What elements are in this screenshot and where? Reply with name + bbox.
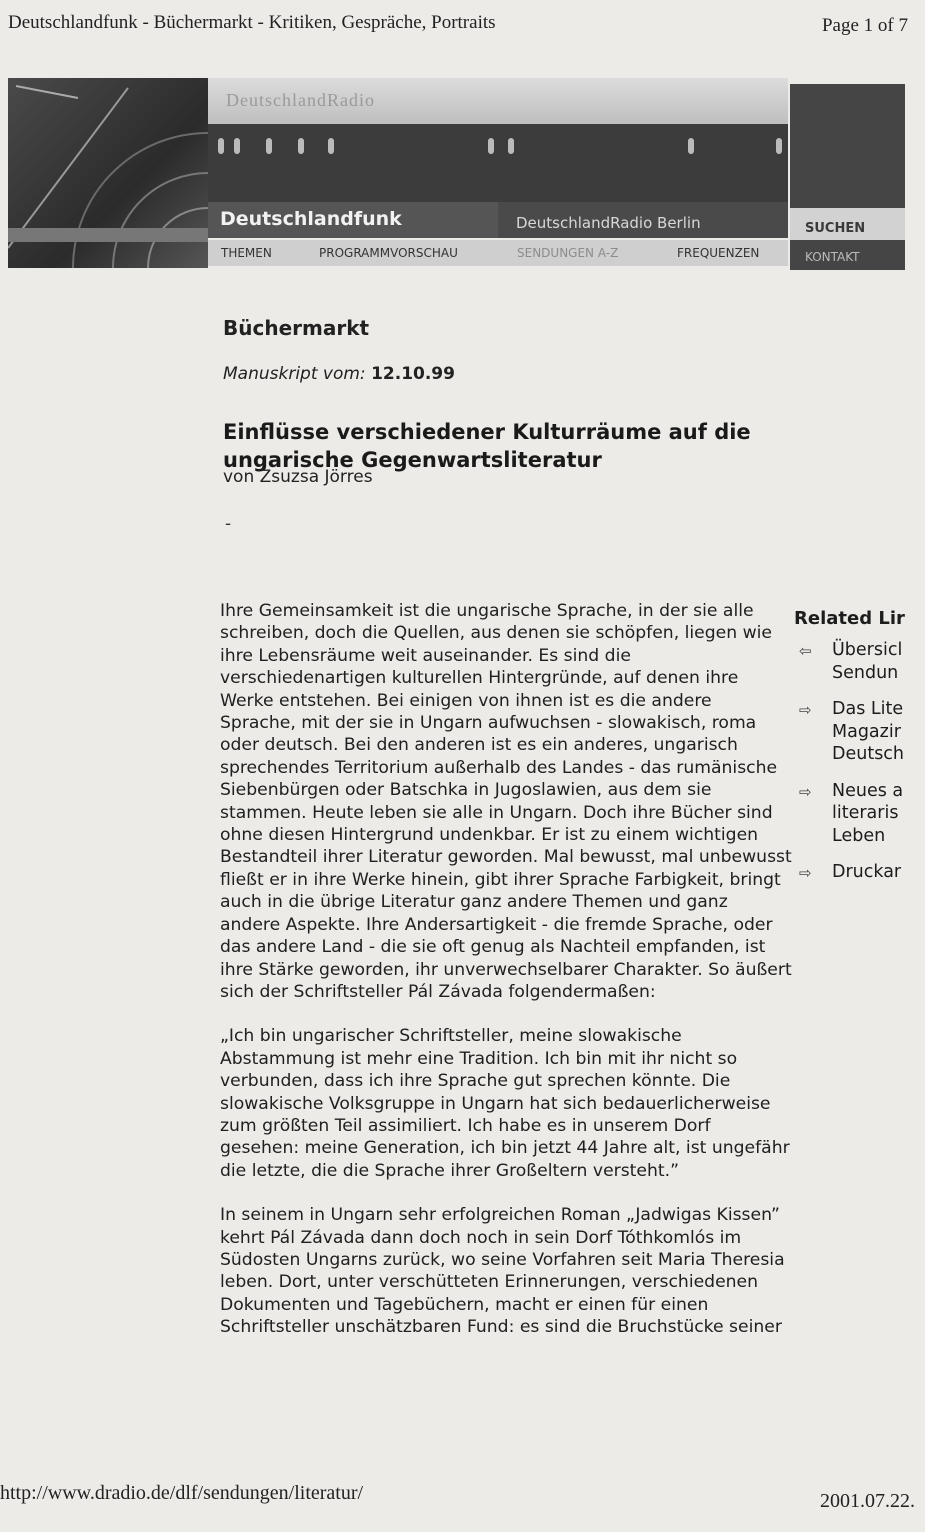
- related-link-druckansicht[interactable]: ⇨ Druckar: [794, 861, 909, 884]
- forward-arrow-icon: ⇨: [799, 864, 812, 882]
- manuscript-date: 12.10.99: [371, 364, 455, 384]
- print-header: [8, 12, 908, 38]
- banner-dots: [218, 138, 788, 172]
- print-page-title: Deutschlandfunk - Büchermarkt - Kritiken, Gespräche, Portraits: [8, 12, 496, 33]
- article-headline: Einflüsse verschiedener Kulturräume auf die ungarische Gegenwartsliteratur: [223, 420, 751, 472]
- related-links-panel: [794, 608, 909, 884]
- nav-item-sendungen-a-z[interactable]: SENDUNGEN A-Z: [517, 246, 619, 260]
- search-link[interactable]: SUCHEN: [805, 221, 866, 236]
- print-url: http://www.dradio.de/dlf/sendungen/literatur/: [0, 1482, 364, 1504]
- banner-arc-graphic: [8, 78, 208, 268]
- banner-right-panel: [790, 84, 905, 270]
- article-paragraph: In seinem in Ungarn sehr erfolgreichen Roman „Jadwigas Kissen” kehrt Pál Závada dann doch noch in sein Dorf Tóthkomlós im Südosten Ungarns zurück, wo seine Vorfahren seit Maria Theresia leben. Dort, unter verschütteten Erinnerungen, verschiedenen Dokumenten und Tagebüchern, macht er einen für einen Schriftsteller unschätzbaren Fund: es sind die Bruchstücke seiner: [220, 1205, 785, 1338]
- related-link-neues-literarisches-leben[interactable]: ⇨ Neues a literaris Leben: [799, 780, 904, 846]
- forward-arrow-icon: ⇨: [799, 701, 812, 719]
- brand-deutschlandradio-berlin-link[interactable]: DeutschlandRadio Berlin: [516, 214, 701, 232]
- related-links-title: Related Lir: [794, 608, 905, 629]
- forward-arrow-icon: ⇨: [799, 782, 812, 801]
- print-date: 2001.07.22.: [820, 1490, 915, 1512]
- nav-item-themen[interactable]: THEMEN: [221, 246, 272, 260]
- article-byline: von Zsuzsa Jörres: [223, 467, 373, 487]
- main-nav: [208, 240, 788, 266]
- manuscript-line: [223, 364, 455, 384]
- banner-logo-faint: DeutschlandRadio: [226, 90, 375, 110]
- article-body: [220, 600, 792, 1361]
- related-link-uebersicht[interactable]: ⇦ Übersicl Sendun: [799, 640, 903, 683]
- contact-link[interactable]: KONTAKT: [805, 250, 860, 264]
- banner-graphic: [8, 78, 208, 268]
- brand-deutschlandfunk-link[interactable]: Deutschlandfunk: [220, 208, 402, 230]
- site-banner: [8, 78, 905, 270]
- back-arrow-icon: ⇦: [799, 642, 812, 660]
- nav-item-programmvorschau[interactable]: PROGRAMMVORSCHAU: [319, 246, 458, 260]
- print-footer: [0, 1482, 915, 1512]
- related-link-das-literatur-magazin[interactable]: ⇨ Das Lite Magazir Deutsch: [799, 699, 905, 764]
- nav-item-frequenzen[interactable]: FREQUENZEN: [677, 246, 760, 260]
- section-title: Büchermarkt: [223, 316, 370, 340]
- manuscript-label: Manuskript vom:: [223, 364, 366, 384]
- separator-dash: -: [225, 514, 232, 534]
- article-quote: „Ich bin ungarischer Schriftsteller, meine slowakische Abstammung ist mehr eine Tradition. Ich bin mit ihr nicht so verbunden, dass ich ihre Sprache gut sprechen könnte. Die slowakische Volksgruppe in Ungarn hat sich bedauerlicherweise zum größten Teil assimiliert. Ich habe es in unserem Dorf gesehen: meine Generation, ich bin jetzt 44 Jahre alt, ist ungefähr die letzte, die die Sprache ihrer Großeltern versteht.”: [220, 1026, 790, 1181]
- print-page-number: Page 1 of 7: [821, 15, 908, 36]
- article-paragraph: Ihre Gemeinsamkeit ist die ungarische Sprache, in der sie alle schreiben, doch die Quellen, aus denen sie schöpfen, liegen wie ihre Lebensräume weit auseinander. Es sind die verschiedenartigen kulturellen Hintergründe, auf denen ihre Werke entstehen. Bei einigen von ihnen ist es die andere Sprache, mit der sie in Ungarn aufwuchsen - slowakisch, roma oder deutsch. Bei den anderen ist es ein anderes, ungarisch sprechendes Territorium außerhalb des Landes - das rumänische Siebenbürgen oder Batschka in Jugoslawien, aus dem sie stammen. Heute leben sie alle in Ungarn. Doch ihre Bücher sind ohne diesen Hintergrund undenkbar. Er ist zu einem wichtigen Bestandteil ihrer Literatur geworden. Mal bewusst, mal unbewusst fließt er in ihre Werke hinein, gibt ihrer Sprache Farbigkeit, bringt auch in die übrige Literatur ganz andere Themen und ganz andere Aspekte. Ihre Andersartigkeit - die fremde Sprache, oder das andere Land - die sie oft genug als Nachteil empfanden, ist ihre Stärke geworden, ihr unverwechselbarer Charakter. So äußert sich der Schriftsteller Pál Závada folgendermaßen:: [220, 601, 792, 1002]
